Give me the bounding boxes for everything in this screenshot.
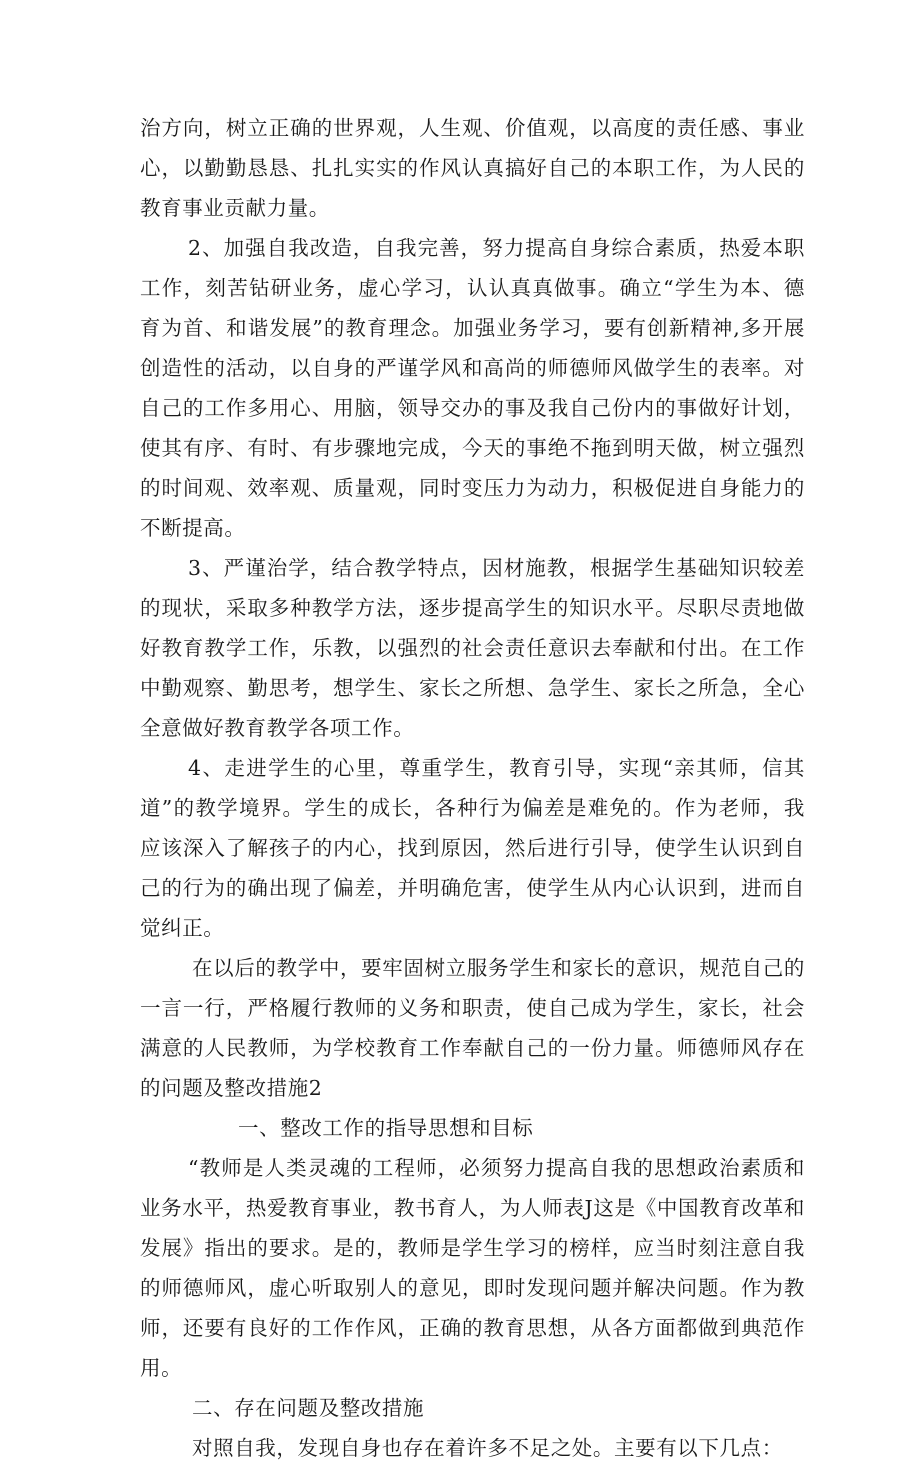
section-heading-1: 一、整改工作的指导思想和目标	[238, 1116, 534, 1140]
document-body	[140, 108, 805, 1468]
paragraph-closing: 对照自我，发现自身也存在着许多不足之处。主要有以下几点：	[192, 1436, 783, 1460]
paragraph-quote: “教师是人类灵魂的工程师，必须努力提高自我的思想政治素质和业务水平，热爱教育事业，教书育人，为人师表J这是《中国教育改革和发展》指出的要求。是的，教师是学生学习的榜样，应当时刻注意自我的师德师风，虚心听取别人的意见，即时发现问题并解决问题。作为教师，还要有良好的工作作风，正确的教育思想，从各方面都做到典范作用。	[140, 1156, 805, 1380]
paragraph-continuation: 治方向，树立正确的世界观，人生观、价值观，以高度的责任感、事业心，以勤勤恳恳、扎扎实实的作风认真搞好自己的本职工作，为人民的教育事业贡献力量。	[140, 116, 805, 220]
section-heading-2: 二、存在问题及整改措施	[192, 1396, 425, 1420]
paragraph-conclusion: 在以后的教学中，要牢固树立服务学生和家长的意识，规范自己的一言一行，严格履行教师的义务和职责，使自己成为学生，家长，社会满意的人民教师，为学校教育工作奉献自己的一份力量。师德师风存在的问题及整改措施2	[140, 956, 805, 1100]
paragraph-item-2: 2、加强自我改造，自我完善，努力提高自身综合素质，热爱本职工作，刻苦钻研业务，虚心学习，认认真真做事。确立“学生为本、德育为首、和谐发展”的教育理念。加强业务学习，要有创新精神,多开展创造性的活动，以自身的严谨学风和高尚的师德师风做学生的表率。对自己的工作多用心、用脑，领导交办的事及我自己份内的事做好计划，使其有序、有时、有步骤地完成，今天的事绝不拖到明天做，树立强烈的时间观、效率观、质量观，同时变压力为动力，积极促进自身能力的不断提高。	[140, 236, 805, 540]
paragraph-item-4: 4、走进学生的心里，尊重学生，教育引导，实现“亲其师，信其道”的教学境界。学生的成长，各种行为偏差是难免的。作为老师，我应该深入了解孩子的内心，找到原因，然后进行引导，使学生认识到自己的行为的确出现了偏差，并明确危害，使学生从内心认识到，进而自觉纠正。	[140, 756, 805, 940]
paragraph-item-3: 3、严谨治学，结合教学特点，因材施教，根据学生基础知识较差的现状，采取多种教学方法，逐步提高学生的知识水平。尽职尽责地做好教育教学工作，乐教，以强烈的社会责任意识去奉献和付出。在工作中勤观察、勤思考，想学生、家长之所想、急学生、家长之所急，全心全意做好教育教学各项工作。	[140, 556, 805, 740]
